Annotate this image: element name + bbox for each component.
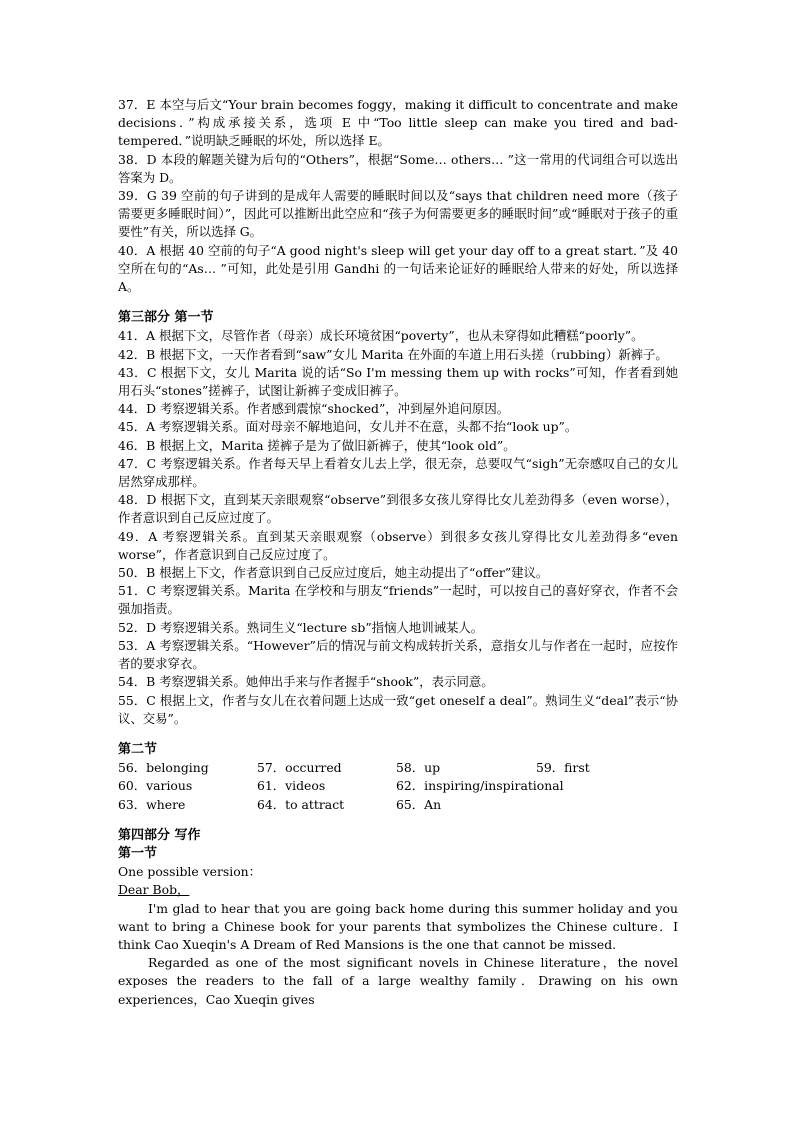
answer-53: 53．A 考察逻辑关系。“However”后的情况与前文构成转折关系，意指女儿与作者在一起时，应按作者的要求穿衣。 [118,637,678,672]
answer-row [118,777,678,795]
answer-cell: 64．to attract [257,796,345,812]
answer-42: 42．B 根据下文，一天作者看到“saw”女儿 Marita 在外面的车道上用石头搓（rubbing）新裤子。 [118,346,668,362]
answer-cell: 58．up [396,760,441,776]
answer-cell: 57．occurred [257,760,342,776]
answer-52: 52．D 考察逻辑关系。熟词生义“lecture sb”指恼人地训诫某人。 [118,619,484,635]
answer-49: 49．A 考察逻辑关系。直到某天亲眼观察（observe）到很多女孩儿穿得比女儿差劲得多“even worse”，作者意识到自己反应过度了。 [118,528,678,562]
answer-cell: 56．belonging [118,760,209,776]
answer-37: 37．E 本空与后文“Your brain becomes foggy，making it difficult to concentrate and make decisions．”构成承接关系，选项 E 中“Too little sleep can make you tired and bad-tempered．”说明缺乏睡眠的坏处，所以选择 E。 [118,97,678,149]
spacer [118,296,678,309]
answer-key-page [118,96,678,1009]
essay-paragraph-2: Regarded as one of the most significant novels in Chinese literature，the novel exposes the readers to the fall of a large wealthy family．Drawing on his own experiences，Cao Xueqin gives [118,955,678,1007]
answer-38: 38．D 本段的解题关键为后句的“Others”，根据“Some… others… ”这一常用的代词组合可以选出答案为 D。 [118,151,678,185]
section-heading-part3-1: 第三部分 第一节 [118,310,214,326]
essay-greeting-text: Dear Bob， [118,882,190,898]
answer-cell: 60．various [118,778,193,794]
answer-row [118,796,678,814]
answer-50: 50．B 根据上下文，作者意识到自己反应过度后，她主动提出了“offer”建议。 [118,565,549,581]
section-heading-part4: 第四部分 写作 [118,827,201,843]
answer-46: 46．B 根据上文，Marita 搓裤子是为了做旧新裤子，使其“look old”。 [118,437,516,453]
answer-39: 39．G 39 空前的句子讲到的是成年人需要的睡眠时间以及“says that children need more（孩子需要更多睡眠时间）”，因此可以推断出此空应和“孩子为何需要更多的睡眠时间”或“睡眠对于孩子的重要性”有关，所以选择 G。 [118,188,678,240]
essay-greeting [118,881,678,899]
answer-cell: 61．videos [257,778,326,794]
spacer [118,728,678,741]
answer-47: 47．C 考察逻辑关系。作者每天早上看着女儿去上学，很无奈，总要叹气“sigh”无奈感叹自己的女儿居然穿成那样。 [118,455,678,490]
answer-row [118,759,678,777]
essay-intro: One possible version： [118,864,262,880]
spacer [118,814,678,827]
answer-43: 43．C 根据下文，女儿 Marita 说的话“So I'm messing them up with rocks”可知，作者看到她用石头“stones”搓裤子，试图让新裤子变成旧裤子。 [118,364,678,399]
essay-paragraph-1: I'm glad to hear that you are going back home during this summer holiday and you want to bring a Chinese book for your parents that symbolizes the Chinese culture．I think Cao Xueqin's A Dream of Red Mansions is the one that cannot be missed. [118,900,678,952]
answer-cell: 63．where [118,796,186,812]
answer-41: 41．A 根据下文，尽管作者（母亲）成长环境贫困“poverty”，也从未穿得如此糟糕“poorly”。 [118,328,644,344]
answer-cell: 59．first [536,760,590,776]
answer-44: 44．D 考察逻辑关系。作者感到震惊“shocked”，冲到屋外追问原因。 [118,401,510,417]
answer-45: 45．A 考察逻辑关系。面对母亲不解地追问，女儿并不在意，头都不抬“look up”。 [118,419,578,435]
answer-cell: 62．inspiring/inspirational [396,778,564,794]
section-heading-part4-1: 第一节 [118,845,158,861]
answer-cell: 65．An [396,796,442,812]
answer-51: 51．C 考察逻辑关系。Marita 在学校和与朋友“friends”一起时，可以按自己的喜好穿衣，作者不会强加指责。 [118,583,678,617]
answer-48: 48．D 根据下文，直到某天亲眼观察“observe”到很多女孩儿穿得比女儿差劲得多（even worse），作者意识到自己反应过度了。 [118,492,678,526]
answer-40: 40．A 根据 40 空前的句子“A good night's sleep will get your day off to a great start．”及 40 空所在句的“As… ”可知，此处是引用 Gandhi 的一句话来论证好的睡眠给人带来的好处，所以选择 A。 [118,242,678,295]
section-heading-part3-2: 第二节 [118,741,158,757]
answer-55: 55．C 根据上文，作者与女儿在衣着问题上达成一致“get oneself a deal”。熟词生义“deal”表示“协议、交易”。 [118,692,678,726]
answer-54: 54．B 考察逻辑关系。她伸出手来与作者握手“shook”，表示同意。 [118,674,494,690]
